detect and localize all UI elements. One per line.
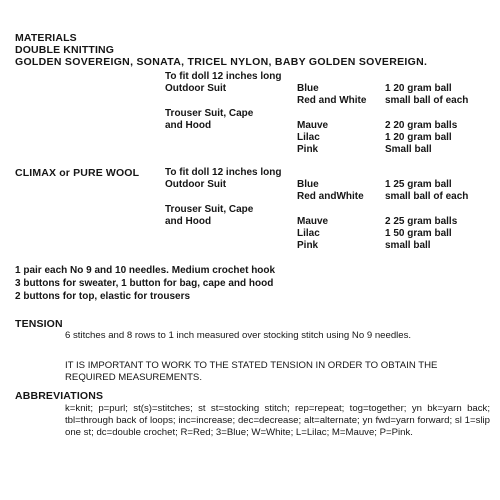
abbreviations-text: k=knit; p=purl; st(s)=stitches; st st=stocking stitch; rep=repeat; tog=together; yn bk=yarn back; tbl=through back of loops; inc=increase; dec=decrease; alt=alternate; yn fwd=yarn forward; sl 1=slip one st; dc=double crochet; R=Red; 3=Blue; W=White; L=Lilac; M=Mauve; P=Pink. [65, 403, 490, 439]
climax-outdoor-colour-2: Red andWhite [297, 191, 364, 202]
dk-trouser-suit-label: Trouser Suit, Cape [165, 108, 254, 119]
climax-heading: CLIMAX or PURE WOOL [15, 167, 140, 179]
dk-outdoor-colour-1: Blue [297, 83, 319, 94]
climax-outdoor-amount-1: 1 25 gram ball [385, 179, 452, 190]
climax-fit-size: To fit doll 12 inches long [165, 167, 282, 178]
climax-trouser-suit-label-2: and Hood [165, 216, 212, 227]
dk-trouser-colour-1: Mauve [297, 120, 329, 131]
needles-line: 1 pair each No 9 and 10 needles. Medium crochet hook [15, 265, 276, 276]
dk-outdoor-suit-label: Outdoor Suit [165, 83, 227, 94]
yarn-list: GOLDEN SOVEREIGN, SONATA, TRICEL NYLON, BABY GOLDEN SOVEREIGN. [15, 56, 428, 68]
climax-outdoor-suit-label: Outdoor Suit [165, 179, 227, 190]
dk-trouser-colour-2: Lilac [297, 132, 320, 143]
dk-outdoor-amount-1: 1 20 gram ball [385, 83, 452, 94]
dk-trouser-colour-3: Pink [297, 144, 319, 155]
dk-outdoor-amount-2: small ball of each [385, 95, 469, 106]
climax-trouser-amount-3: small ball [385, 240, 431, 251]
climax-trouser-amount-1: 2 25 gram balls [385, 216, 458, 227]
dk-trouser-suit-label-2: and Hood [165, 120, 212, 131]
tension-warning: IT IS IMPORTANT TO WORK TO THE STATED TENSION IN ORDER TO OBTAIN THE REQUIRED MEASUREMENTS. [65, 360, 438, 384]
tension-text: 6 stitches and 8 rows to 1 inch measured over stocking stitch using No 9 needles. [65, 330, 412, 341]
climax-outdoor-amount-2: small ball of each [385, 191, 469, 202]
climax-outdoor-colour-1: Blue [297, 179, 319, 190]
buttons-line-2: 2 buttons for top, elastic for trousers [15, 291, 191, 302]
dk-trouser-amount-1: 2 20 gram balls [385, 120, 458, 131]
climax-trouser-colour-1: Mauve [297, 216, 329, 227]
climax-trouser-suit-label: Trouser Suit, Cape [165, 204, 254, 215]
dk-fit-size: To fit doll 12 inches long [165, 71, 282, 82]
climax-trouser-colour-2: Lilac [297, 228, 320, 239]
tension-heading: TENSION [15, 318, 63, 330]
dk-trouser-amount-2: 1 20 gram ball [385, 132, 452, 143]
climax-trouser-amount-2: 1 50 gram ball [385, 228, 452, 239]
buttons-line-1: 3 buttons for sweater, 1 button for bag, cape and hood [15, 278, 274, 289]
abbreviations-heading: ABBREVIATIONS [15, 390, 104, 402]
double-knitting-subheading: DOUBLE KNITTING [15, 44, 115, 56]
dk-outdoor-colour-2: Red and White [297, 95, 367, 106]
climax-trouser-colour-3: Pink [297, 240, 319, 251]
materials-heading: MATERIALS [15, 32, 77, 44]
dk-trouser-amount-3: Small ball [385, 144, 432, 155]
